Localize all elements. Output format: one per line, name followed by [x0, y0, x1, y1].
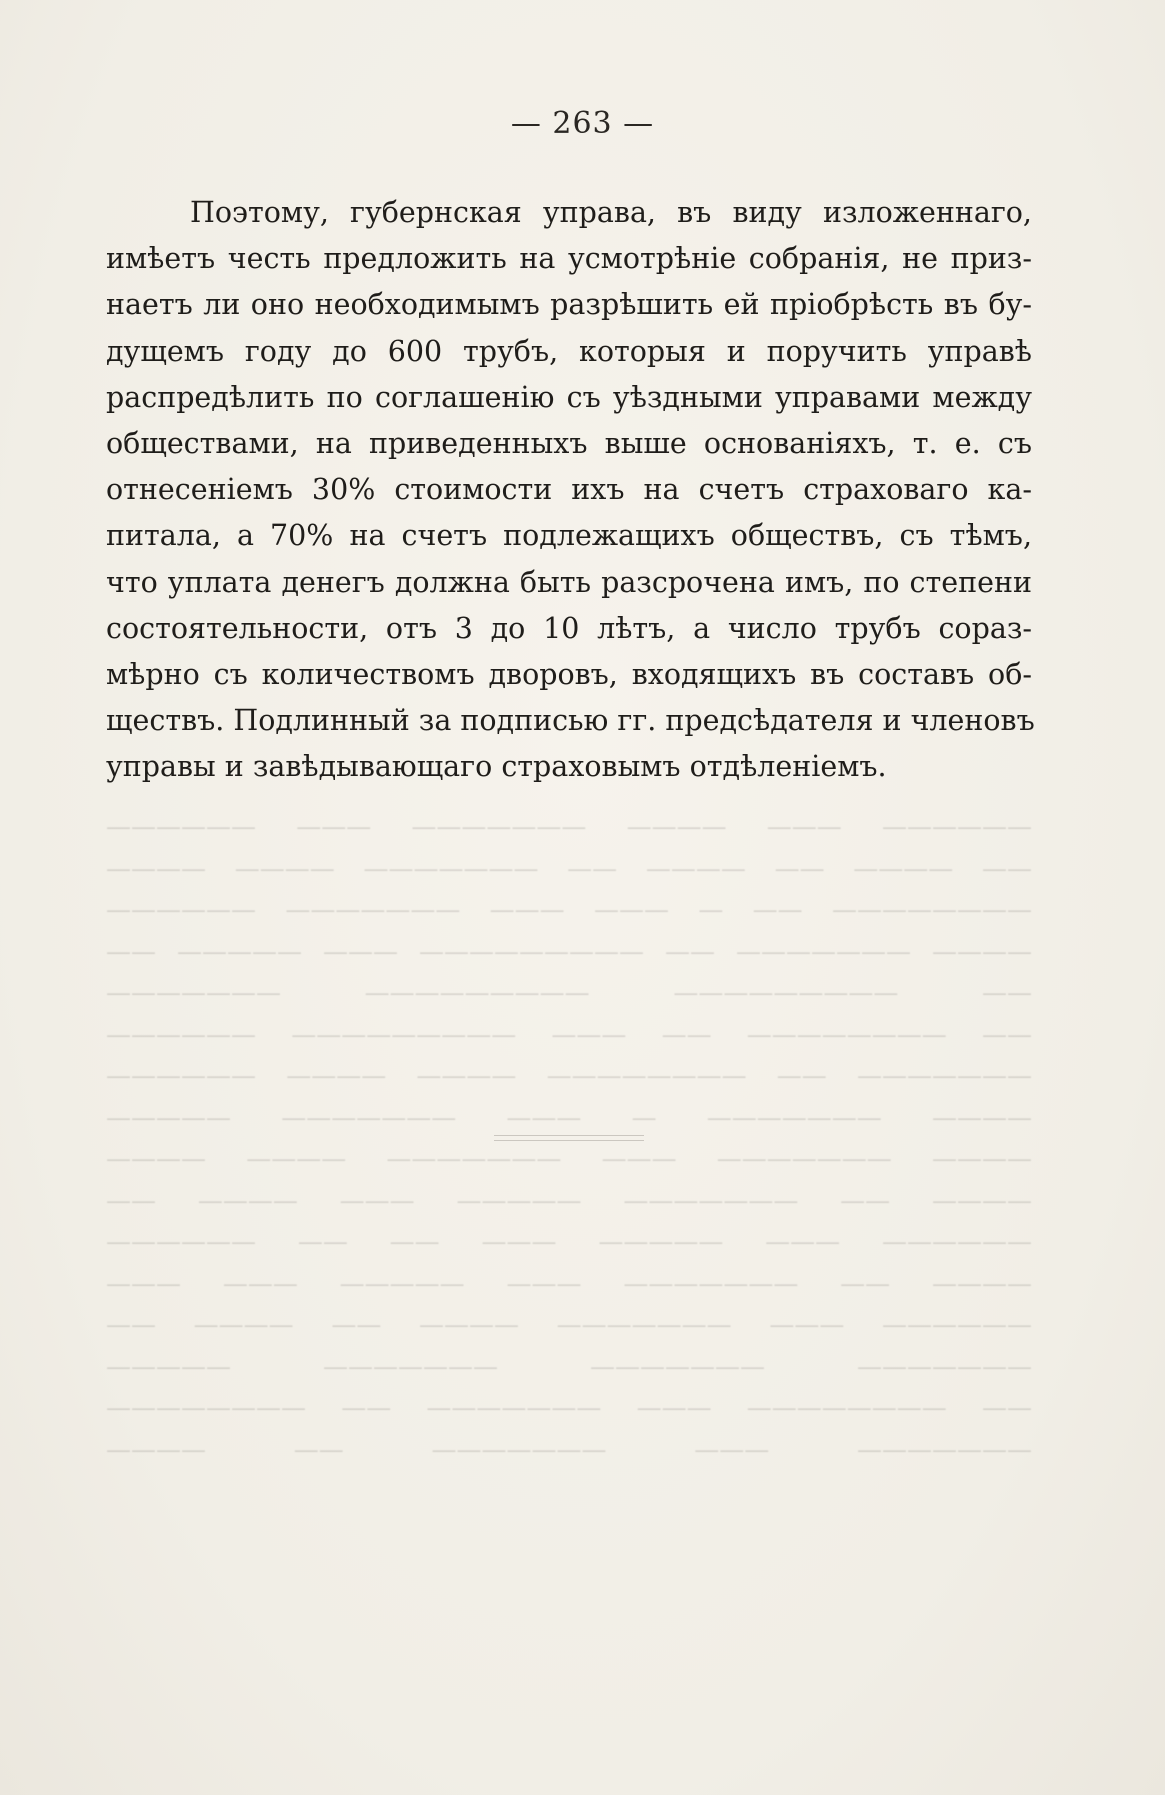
- reverse-side-rule: [494, 1135, 644, 1141]
- body-paragraph: [106, 190, 1035, 791]
- paragraph-line: мѣрно съ количествомъ дворовъ, входящихъ въ составъ об-: [106, 658, 1032, 692]
- paragraph-line: отнесеніемъ 30% стоимости ихъ на счетъ страховаго ка-: [106, 473, 1032, 507]
- paragraph-line: имѣетъ честь предложить на усмотрѣніе собранія, не приз-: [106, 242, 1032, 276]
- paragraph-line: Поэтому, губернская управа, въ виду изложеннаго,: [190, 196, 1032, 229]
- page-number: — 263 —: [510, 106, 655, 141]
- reverse-side-bleed-through: —————— ——— ———— ——————— ——— —————— —— ———— —— ———— —— ——————— ———— ———— ———————— —— — ——— ——— ——————— —————— ———— ——————— —— ————————— ——— ————— —— —— ————————— ————————— ——————— —— ———————— —— ——— ————————— —————— ——————— —— ———————— ———— ———— —————— ———— ——————— — ——— ——————— ————— ———— ——————— ——— ——————— ———— ———— ———— —— ——————— ————— ——— ———— —— —————— ——— ————— ——— —— —— —————— ———— —— ——————— ——— ————— ——— ——— —————— ——— ——————— ———— —— ———— —— ——————— ——————— ——————— ————— —— ———————— ——— ——————— —— ———————— ——————— ——— ——————— —— ————: [106, 812, 1032, 1464]
- paragraph-line: ществъ. Подлинный за подписью гг. предсѣдателя и членовъ: [106, 704, 1035, 738]
- paragraph-line: управы и завѣдывающаго страховымъ отдѣленіемъ.: [106, 750, 887, 784]
- paragraph-line: состоятельности, отъ 3 до 10 лѣтъ, а число трубъ сораз-: [106, 611, 1032, 645]
- paragraph-line: наетъ ли оно необходимымъ разрѣшить ей пріобрѣсть въ бу-: [106, 288, 1032, 322]
- paragraph-line: распредѣлить по соглашенію съ уѣздными управами между: [106, 380, 1032, 414]
- paragraph-line: обществами, на приведенныхъ выше основаніяхъ, т. е. съ: [106, 427, 1032, 461]
- paragraph-line: дущемъ году до 600 трубъ, которыя и поручить управѣ: [106, 334, 1032, 368]
- paragraph-line: что уплата денегъ должна быть разсрочена имъ, по степени: [106, 565, 1032, 599]
- paragraph-line: питала, а 70% на счетъ подлежащихъ обществъ, съ тѣмъ,: [106, 519, 1032, 553]
